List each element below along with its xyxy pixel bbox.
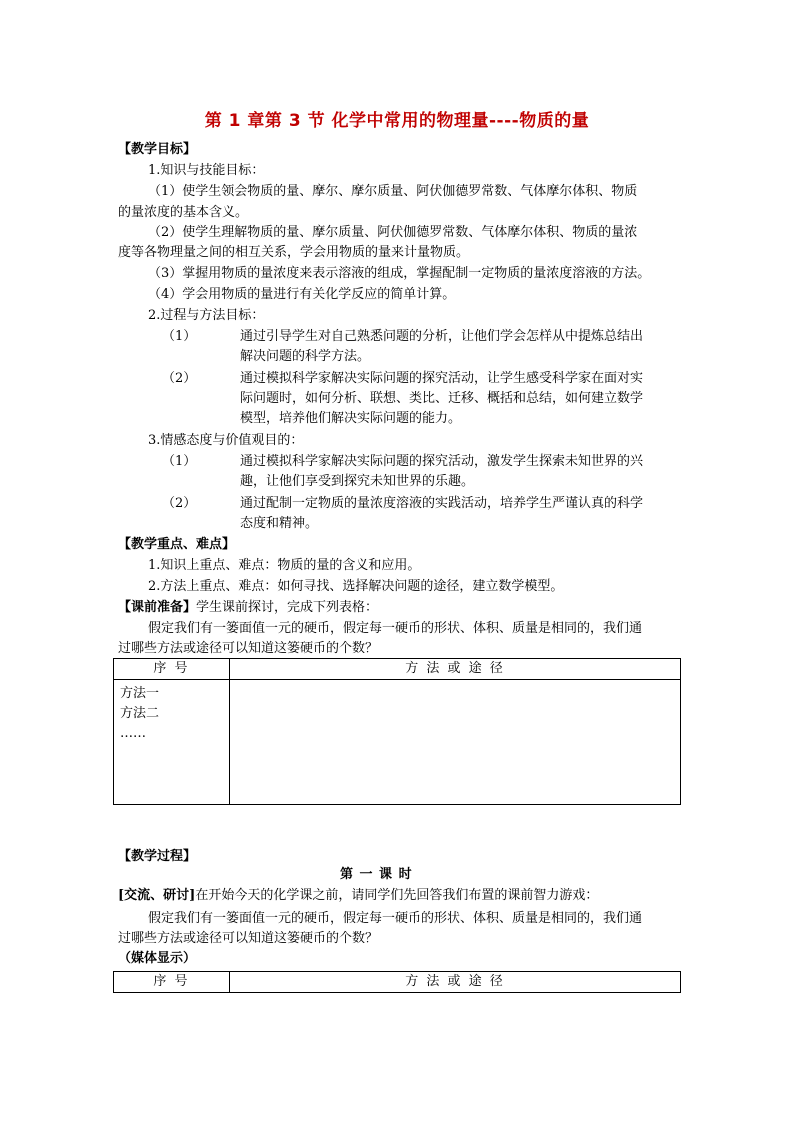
objective-text: 际问题时，如何分析、联想、类比、迁移、概括和总结，如何建立数学 <box>240 391 644 406</box>
knowledge-skill-heading: 1.知识与技能目标： <box>148 163 265 178</box>
column-header-method: 方 法 或 途 径 <box>230 972 681 993</box>
process-methods-table <box>113 971 681 993</box>
objective-text: 模型，培养他们解决实际问题的能力。 <box>240 411 462 426</box>
column-header-number: 序 号 <box>114 972 230 993</box>
keypoint-text: 2.方法上重点、难点：如何寻找、选择解决问题的途径，建立数学模型。 <box>148 579 564 594</box>
table-header-row <box>114 972 681 993</box>
method-label: …… <box>120 726 146 741</box>
keypoint-text: 1.知识上重点、难点：物质的量的含义和应用。 <box>148 558 421 573</box>
process-question: 过哪些方法或途径可以知道这篓硬币的个数？ <box>118 931 379 946</box>
objectives-heading: 【教学目标】 <box>118 142 197 157</box>
method-answer-cell[interactable] <box>230 680 681 805</box>
emotion-value-heading: 3.情感态度与价值观目的： <box>148 433 304 448</box>
prep-line <box>118 599 378 617</box>
process-method-heading: 2.过程与方法目标： <box>148 308 265 323</box>
objective-text: 通过配制一定物质的量浓度溶液的实践活动，培养学生严谨认真的科学 <box>240 496 644 511</box>
table-row <box>114 680 681 805</box>
exchange-line <box>118 887 598 905</box>
process-heading: 【教学过程】 <box>118 849 197 864</box>
objective-text: （3）掌握用物质的量浓度来表示溶液的组成，掌握配制一定物质的量浓度溶液的方法。 <box>148 266 651 281</box>
lesson-label: 第 一 课 时 <box>340 867 413 882</box>
table-header-row <box>114 659 681 680</box>
item-number: （1） <box>162 329 197 344</box>
objective-text: 的量浓度的基本含义。 <box>118 205 249 220</box>
objective-text: 解决问题的科学方法。 <box>240 349 371 364</box>
objective-text: 通过模拟科学家解决实际问题的探究活动，激发学生探索未知世界的兴 <box>240 454 644 469</box>
page-title: 第 1 章第 3 节 化学中常用的物理量----物质的量 <box>204 111 590 131</box>
prep-question: 假定我们有一篓面值一元的硬币，假定每一硬币的形状、体积、质量是相同的，我们通 <box>148 621 643 636</box>
objective-text: （2）使学生理解物质的量、摩尔质量、阿伏伽德罗常数、气体摩尔体积、物质的量浓 <box>148 225 638 240</box>
process-question: 假定我们有一篓面值一元的硬币，假定每一硬币的形状、体积、质量是相同的，我们通 <box>148 911 643 926</box>
prep-intro: 学生课前探讨，完成下列表格： <box>196 600 379 615</box>
item-number: （2） <box>162 496 197 511</box>
objective-text: 态度和精神。 <box>240 516 319 531</box>
method-label: 方法一 <box>120 686 160 701</box>
objective-text: 趣，让他们享受到探究未知世界的乐趣。 <box>240 474 475 489</box>
number-cell <box>114 680 230 805</box>
exchange-text: 在开始今天的化学课之前，请同学们先回答我们布置的课前智力游戏： <box>195 888 599 903</box>
column-header-number: 序 号 <box>114 659 230 680</box>
item-number: （2） <box>162 371 197 386</box>
media-label: （媒体显示） <box>118 951 197 966</box>
objective-text: 通过引导学生对自己熟悉问题的分析，让他们学会怎样从中提炼总结出 <box>240 329 644 344</box>
keypoints-heading: 【教学重点、难点】 <box>118 537 236 552</box>
prep-heading: 【课前准备】 <box>118 600 197 615</box>
prep-question: 过哪些方法或途径可以知道这篓硬币的个数？ <box>118 641 379 656</box>
objective-text: 通过模拟科学家解决实际问题的探究活动，让学生感受科学家在面对实 <box>240 371 644 386</box>
method-label: 方法二 <box>120 706 160 721</box>
objective-text: （1）使学生领会物质的量、摩尔、摩尔质量、阿伏伽德罗常数、气体摩尔体积、物质 <box>148 184 638 199</box>
exchange-label: [交流、研讨] <box>118 888 196 903</box>
objective-text: 度等各物理量之间的相互关系，学会用物质的量来计量物质。 <box>118 245 470 260</box>
column-header-method: 方 法 或 途 径 <box>230 659 681 680</box>
prep-methods-table <box>113 658 681 805</box>
item-number: （1） <box>162 454 197 469</box>
objective-text: （4）学会用物质的量进行有关化学反应的简单计算。 <box>148 287 456 302</box>
